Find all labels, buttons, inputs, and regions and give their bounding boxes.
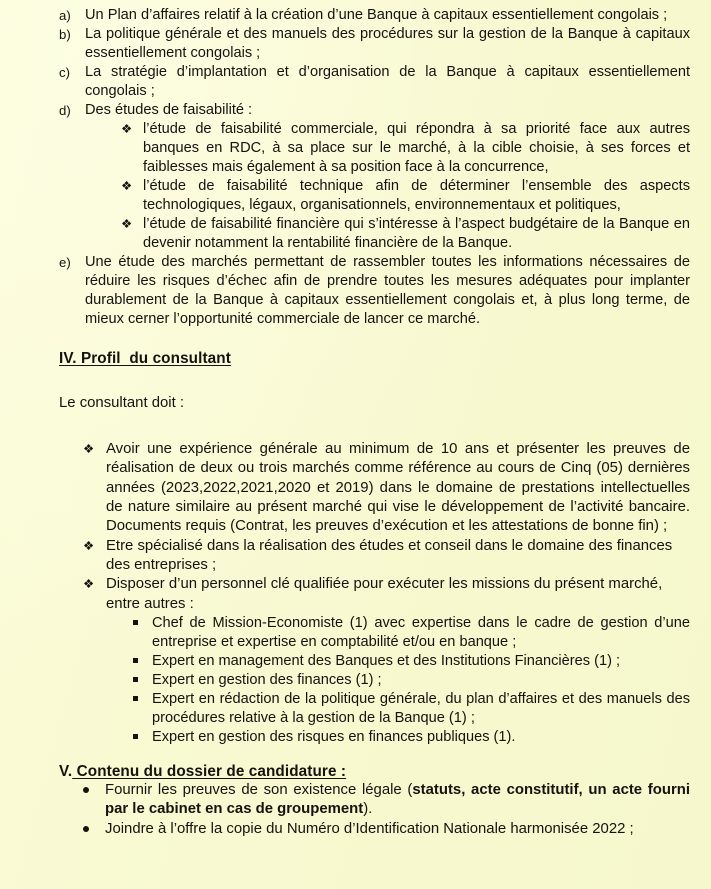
- lettered-list: [21, 6, 690, 120]
- lettered-list-continued: [21, 253, 690, 329]
- requirement-item-experience: [21, 440, 690, 537]
- list-text-b: La politique générale et des manuels des procédures sur la gestion de la Banque à capitaux essentiellement congolais ;: [85, 25, 690, 61]
- key-staff-text-chef-mission: Chef de Mission-Economiste (1) avec expertise dans le cadre de gestion d’une entreprise et expertise en comptabilité et/ou en banque ;: [152, 615, 690, 651]
- application-item-existence-legale: [21, 781, 690, 820]
- diamond-bullet-icon: ❖: [121, 121, 133, 136]
- list-marker-c: c): [59, 64, 70, 80]
- list-item-a: [21, 6, 690, 25]
- list-marker-b: b): [59, 26, 71, 42]
- round-bullet-icon: [83, 781, 105, 801]
- section-heading-iv: IV. Profil du consultant: [59, 350, 231, 368]
- requirement-text-experience: Avoir une expérience générale au minimum de 10 ans et présenter les preuves de réalisation de deux ou trois marchés comme référence au cours de Cinq (05) dernières années (2023,2022,2021,2020 et 2019) dans le domaine de prestations intellectuelles de nature similaire au présent marché qui vise le développement de l’activité bancaire. Documents requis (Contrat, les preuves d’exécution et les attestations de bonne fin) ;: [106, 440, 690, 535]
- list-item-b: [21, 25, 690, 63]
- square-bullet-icon: [133, 652, 152, 668]
- application-text-nin: Joindre à l’offre la copie du Numéro d’Identification Nationale harmonisée 2022 ;: [105, 820, 634, 837]
- list-text-a: Un Plan d’affaires relatif à la création d’une Banque à capitaux essentiellement congolais ;: [85, 7, 668, 23]
- key-staff-text-management: Expert en management des Banques et des Institutions Financières (1) ;: [152, 653, 621, 670]
- list-text-d: Des études de faisabilité :: [85, 101, 253, 118]
- section-heading-v: [59, 763, 690, 781]
- list-item-d: [21, 101, 690, 120]
- square-bullet-icon: [133, 728, 152, 744]
- requirement-text-specialisation: Etre spécialisé dans la réalisation des études et conseil dans le domaine des finances des entreprises ;: [106, 537, 673, 574]
- feasibility-text-financiere: l’étude de faisabilité financière qui s’intéresse à l’aspect budgétaire de la Banque en devenir notamment la rentabilité financière de la Banque.: [143, 215, 690, 251]
- diamond-bullet-icon: ❖: [83, 538, 95, 553]
- key-staff-text-finances: Expert en gestion des finances (1) ;: [152, 672, 382, 689]
- list-item-e: [21, 253, 690, 329]
- key-staff-item-risques: [21, 728, 690, 747]
- round-bullet-icon: [83, 820, 105, 840]
- feasibility-item-financiere: [21, 215, 690, 253]
- requirement-text-personnel: Disposer d’un personnel clé qualifiée pour exécuter les missions du présent marché, entre autres :: [106, 576, 663, 612]
- diamond-bullet-icon: ❖: [121, 216, 133, 231]
- key-staff-item-management: [21, 652, 690, 671]
- requirement-item-specialisation: [21, 537, 690, 576]
- square-bullet-icon: [133, 690, 152, 706]
- section-iv-intro: Le consultant doit :: [59, 395, 184, 412]
- application-text-bold: statuts, acte constitutif, un acte fourni par le cabinet en cas de groupement: [105, 782, 690, 818]
- application-text-before: Fournir les preuves de son existence légale (: [105, 782, 413, 798]
- key-staff-text-risques: Expert en gestion des risques en finances publiques (1).: [152, 729, 516, 746]
- diamond-bullet-icon: ❖: [83, 441, 95, 456]
- key-staff-item-chef-mission: [21, 614, 690, 652]
- key-staff-item-finances: [21, 671, 690, 690]
- list-marker-d: d): [59, 102, 71, 118]
- section-heading-v-title: Contenu du dossier de candidature :: [72, 763, 347, 780]
- key-staff-item-redaction: [21, 690, 690, 728]
- diamond-bullet-icon: ❖: [121, 178, 133, 193]
- feasibility-item-technique: [21, 177, 690, 215]
- application-file-list: [21, 781, 690, 839]
- feasibility-study-list: [21, 120, 690, 253]
- diamond-bullet-icon: ❖: [83, 577, 95, 592]
- list-marker-a: a): [59, 8, 71, 23]
- list-marker-e: e): [59, 254, 71, 270]
- key-staff-text-redaction: Expert en rédaction de la politique générale, du plan d’affaires et des manuels des procédures relative à la gestion de la Banque (1) ;: [152, 691, 690, 727]
- square-bullet-icon: [133, 671, 152, 687]
- list-text-e: Une étude des marchés permettant de rassembler toutes les informations nécessaires de réduire les risques d’échec afin de prendre toutes les mesures adéquates pour implanter durablement de la Banque à capitaux essentiellement congolais et, à plus long terme, de mieux cerner l’opportunité commerciale de lancer ce marché.: [85, 253, 690, 327]
- feasibility-text-technique: l’étude de faisabilité technique afin de déterminer l’ensemble des aspects technologiques, légaux, organisationnels, environnementaux et politiques,: [143, 177, 690, 213]
- requirement-item-personnel: [21, 575, 690, 614]
- feasibility-text-commercial: l’étude de faisabilité commerciale, qui répondra à sa priorité face aux autres banques en RDC, à sa place sur le marché, à la cible choisie, à ses forces et faiblesses mais également à sa position face à la concurrence,: [143, 120, 690, 175]
- list-item-c: [21, 63, 690, 101]
- application-text-after: ).: [363, 801, 373, 818]
- section-heading-v-prefix: V.: [59, 763, 73, 780]
- consultant-requirements-list: [21, 440, 690, 614]
- application-text-existence-legale: [105, 781, 690, 820]
- key-staff-list: [21, 614, 690, 747]
- square-bullet-icon: [133, 614, 152, 630]
- list-text-c: La stratégie d’implantation et d’organisation de la Banque à capitaux essentiellement congolais ;: [85, 63, 690, 99]
- application-item-nin: [21, 820, 690, 840]
- feasibility-item-commercial: [21, 120, 690, 177]
